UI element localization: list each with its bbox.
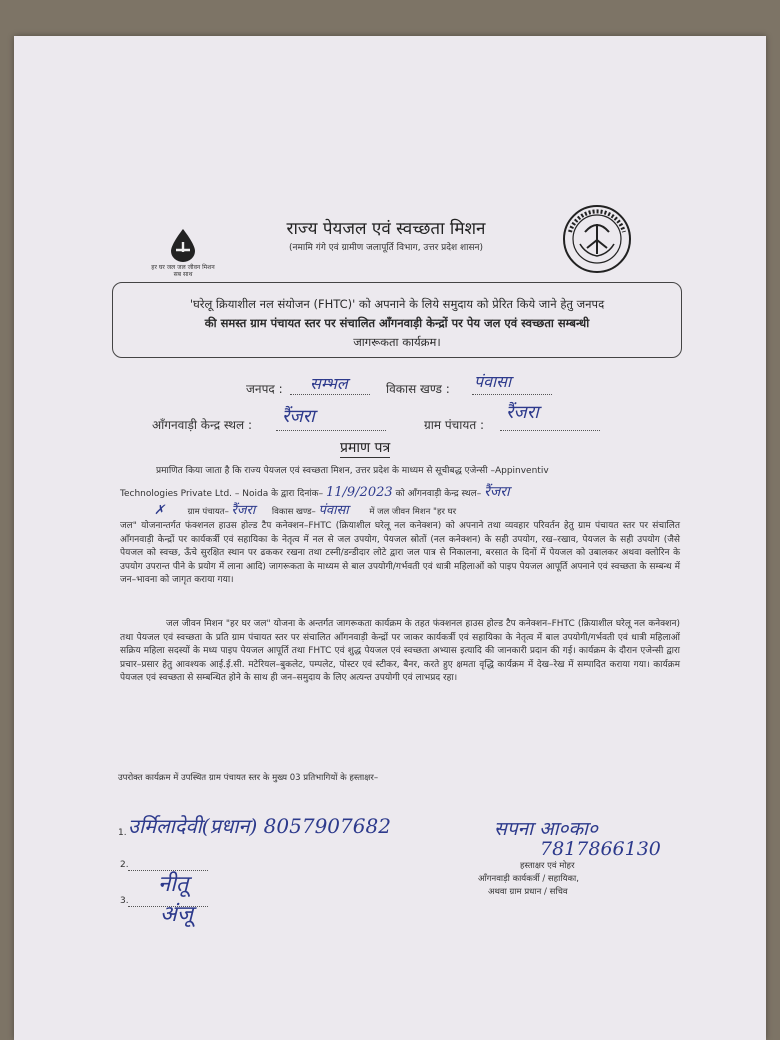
- signature-3: अंजू: [160, 902, 194, 927]
- worker-signature: सपना आ०का०: [494, 818, 598, 840]
- block-dotline: [472, 394, 552, 395]
- para1-line2-text: Technologies Private Ltd. – Noida के द्वारा दिनांक–: [120, 489, 324, 499]
- har-ghar-jal-logo: [148, 228, 218, 290]
- banner-line-3: जागरूकता कार्यक्रम।: [353, 335, 441, 349]
- gp-dotline: [500, 430, 600, 431]
- mission-title: राज्य पेयजल एवं स्वच्छता मिशन: [286, 219, 486, 239]
- para1-body: जल" योजनान्तर्गत फंक्शनल हाउस होल्ड टैप कनेक्शन–FHTC (क्रियाशील घरेलू नल कनेक्शन) को अपनाने तथा व्यवहार परिवर्तन हेतु ग्राम पंचायत स्तर पर संचालित आँगनवाड़ी केन्द्रों पर कार्यकर्त्री एवं सहायिका के नेतृत्व में नल से जल उपयोग, पेयजल स्रोतों (नल कनेक्शन) के सही उपयोग, रख–रखाव, पेयजल के सही उपयोग (जैसे पेयजल को स्वच्छ, ऊँचे सुरक्षित स्थान पर ढककर रखना तथा टस्नी/डन्डीदार लोटे द्वारा जल पात्र से निकालना, बरसात के दिनों में पेयजल को उबालकर अथवा क्लोरिन के उपयोग उपरान्त पीने के प्रयोग में लाना आदि) जागरूकता के माध्यम से बाल उपयोगी/गर्भवती एवं धात्री महिलाओं को पाइप पेयजल आपूर्ति अपनाने एवं स्वच्छता के सम्बन्ध में जन–भावना को जागृत कराया गया।: [120, 521, 680, 585]
- para2-body: जल जीवन मिशन "हर घर जल" योजना के अन्तर्गत जागरूकता कार्यक्रम के तहत फंक्शनल हाउस होल्ड टैप कनेक्शन–FHTC (क्रियाशील घरेलू नल कनेक्शन) तथा पेयजल एवं स्वच्छता के प्रति ग्राम पंचायत स्तर पर संचालित आँगनवाड़ी केन्द्रों पर जाकर कार्यकर्त्री एवं सहायिका के नेतृत्व में बाल उपयोगी/गर्भवती एवं धात्री महिलाओं सक्रिय महिला सदस्यों के मध्य पाइप पेयजल आपूर्ति तथा FHTC एवं शुद्ध पेयजल एवं स्वच्छता अभ्यास इत्यादि की जानकारी प्रदान की गई। कार्यक्रम के दौरान एजेन्सी द्वारा प्रचार–प्रसार हेतु आवश्यक आई.ई.सी. मटेरियल–बुकलेट, पम्पलेट, पोस्टर एवं स्टीकर, बैनर, करते हुए क्षमता वृद्धि कार्यक्रम में देख–रेख में सम्पादित कराया गया। कार्यक्रम पेयजल एवं स्वच्छता से सम्बन्धित होने के साथ ही जन–समुदाय के लिए अत्यन्त उपयोगी एवं लाभप्रद रहा।: [120, 619, 680, 683]
- janpad-label: जनपद :: [246, 382, 283, 396]
- signature-2: नीतू: [158, 872, 189, 897]
- program-date: 11/9/2023: [325, 485, 393, 500]
- para1-line1: प्रमाणित किया जाता है कि राज्य पेयजल एवं स्वच्छता मिशन, उत्तर प्रदेश के माध्यम से सूचीबद्ध एजेन्सी –Appinventiv: [156, 466, 549, 476]
- centre-dotline: [276, 430, 386, 431]
- water-drop-icon: [168, 228, 198, 262]
- sig-block-line3: अथवा ग्राम प्रधान / सचिव: [488, 887, 568, 897]
- janpad-value: सम्भल: [310, 374, 348, 393]
- num-1: 1.: [118, 828, 127, 838]
- para1-line3-tail: में जल जीवन मिशन "हर घर: [369, 507, 457, 517]
- num-2: 2.: [120, 860, 129, 870]
- para1-gp: रैंजरा: [231, 503, 256, 518]
- worker-phone: 7817866130: [540, 838, 661, 860]
- logo-caption: हर घर जल जल जीवन मिशन सब साथ: [151, 264, 215, 278]
- para1-block-label: विकास खण्ड–: [271, 507, 316, 517]
- banner-line-1: 'घरेलू क्रियाशील नल संयोजन (FHTC)' को अपनाने के लिये समुदाय को प्रेरित किये जाने हेतु जनपद: [189, 297, 605, 311]
- para1-centre: रैंजरा: [484, 484, 510, 500]
- para1-gp-label: ग्राम पंचायत–: [187, 507, 229, 517]
- para1-block: पंवासा: [318, 503, 349, 518]
- para1-line2: [120, 486, 680, 502]
- mission-subtitle: (नमामि गंगे एवं ग्रामीण जलापूर्ति विभाग, उत्तर प्रदेश शासन): [288, 243, 484, 253]
- program-banner: [112, 282, 682, 358]
- gp-value: रैंजरा: [506, 402, 539, 423]
- sig-block-line1: हस्ताक्षर एवं मोहर: [520, 861, 575, 871]
- signature-1: उर्मिलादेवी(प्रधान) 8057907682: [128, 814, 391, 838]
- janpad-dotline: [290, 394, 370, 395]
- block-value: पंवासा: [474, 372, 512, 391]
- num-3: 3.: [120, 896, 129, 906]
- centre-value: रैंजरा: [282, 406, 315, 427]
- para1-line2-text-b: को आँगनवाड़ी केन्द्र स्थल–: [395, 489, 482, 499]
- cross-mark: ✗: [154, 503, 165, 518]
- gp-label: ग्राम पंचायत :: [424, 418, 485, 432]
- block-label: विकास खण्ड :: [386, 382, 450, 396]
- certificate-title: प्रमाण पत्र: [340, 440, 391, 456]
- participants-note: उपरोक्त कार्यक्रम में उपस्थित ग्राम पंचायत स्तर के मुख्य 03 प्रतिभागियों के हस्ताक्षर–: [118, 773, 379, 783]
- sig-block-line2: आँगनवाड़ी कार्यकर्त्री / सहायिका,: [478, 874, 579, 884]
- banner-line-2: की समस्त ग्राम पंचायत स्तर पर संचालित आँगनवाड़ी केन्द्रों पर पेय जल एवं स्वच्छता सम्बन्धी: [204, 316, 590, 330]
- up-government-seal: [560, 204, 634, 274]
- centre-label: आँगनवाड़ी केन्द्र स्थल :: [152, 418, 253, 432]
- para1-line3: [120, 504, 680, 520]
